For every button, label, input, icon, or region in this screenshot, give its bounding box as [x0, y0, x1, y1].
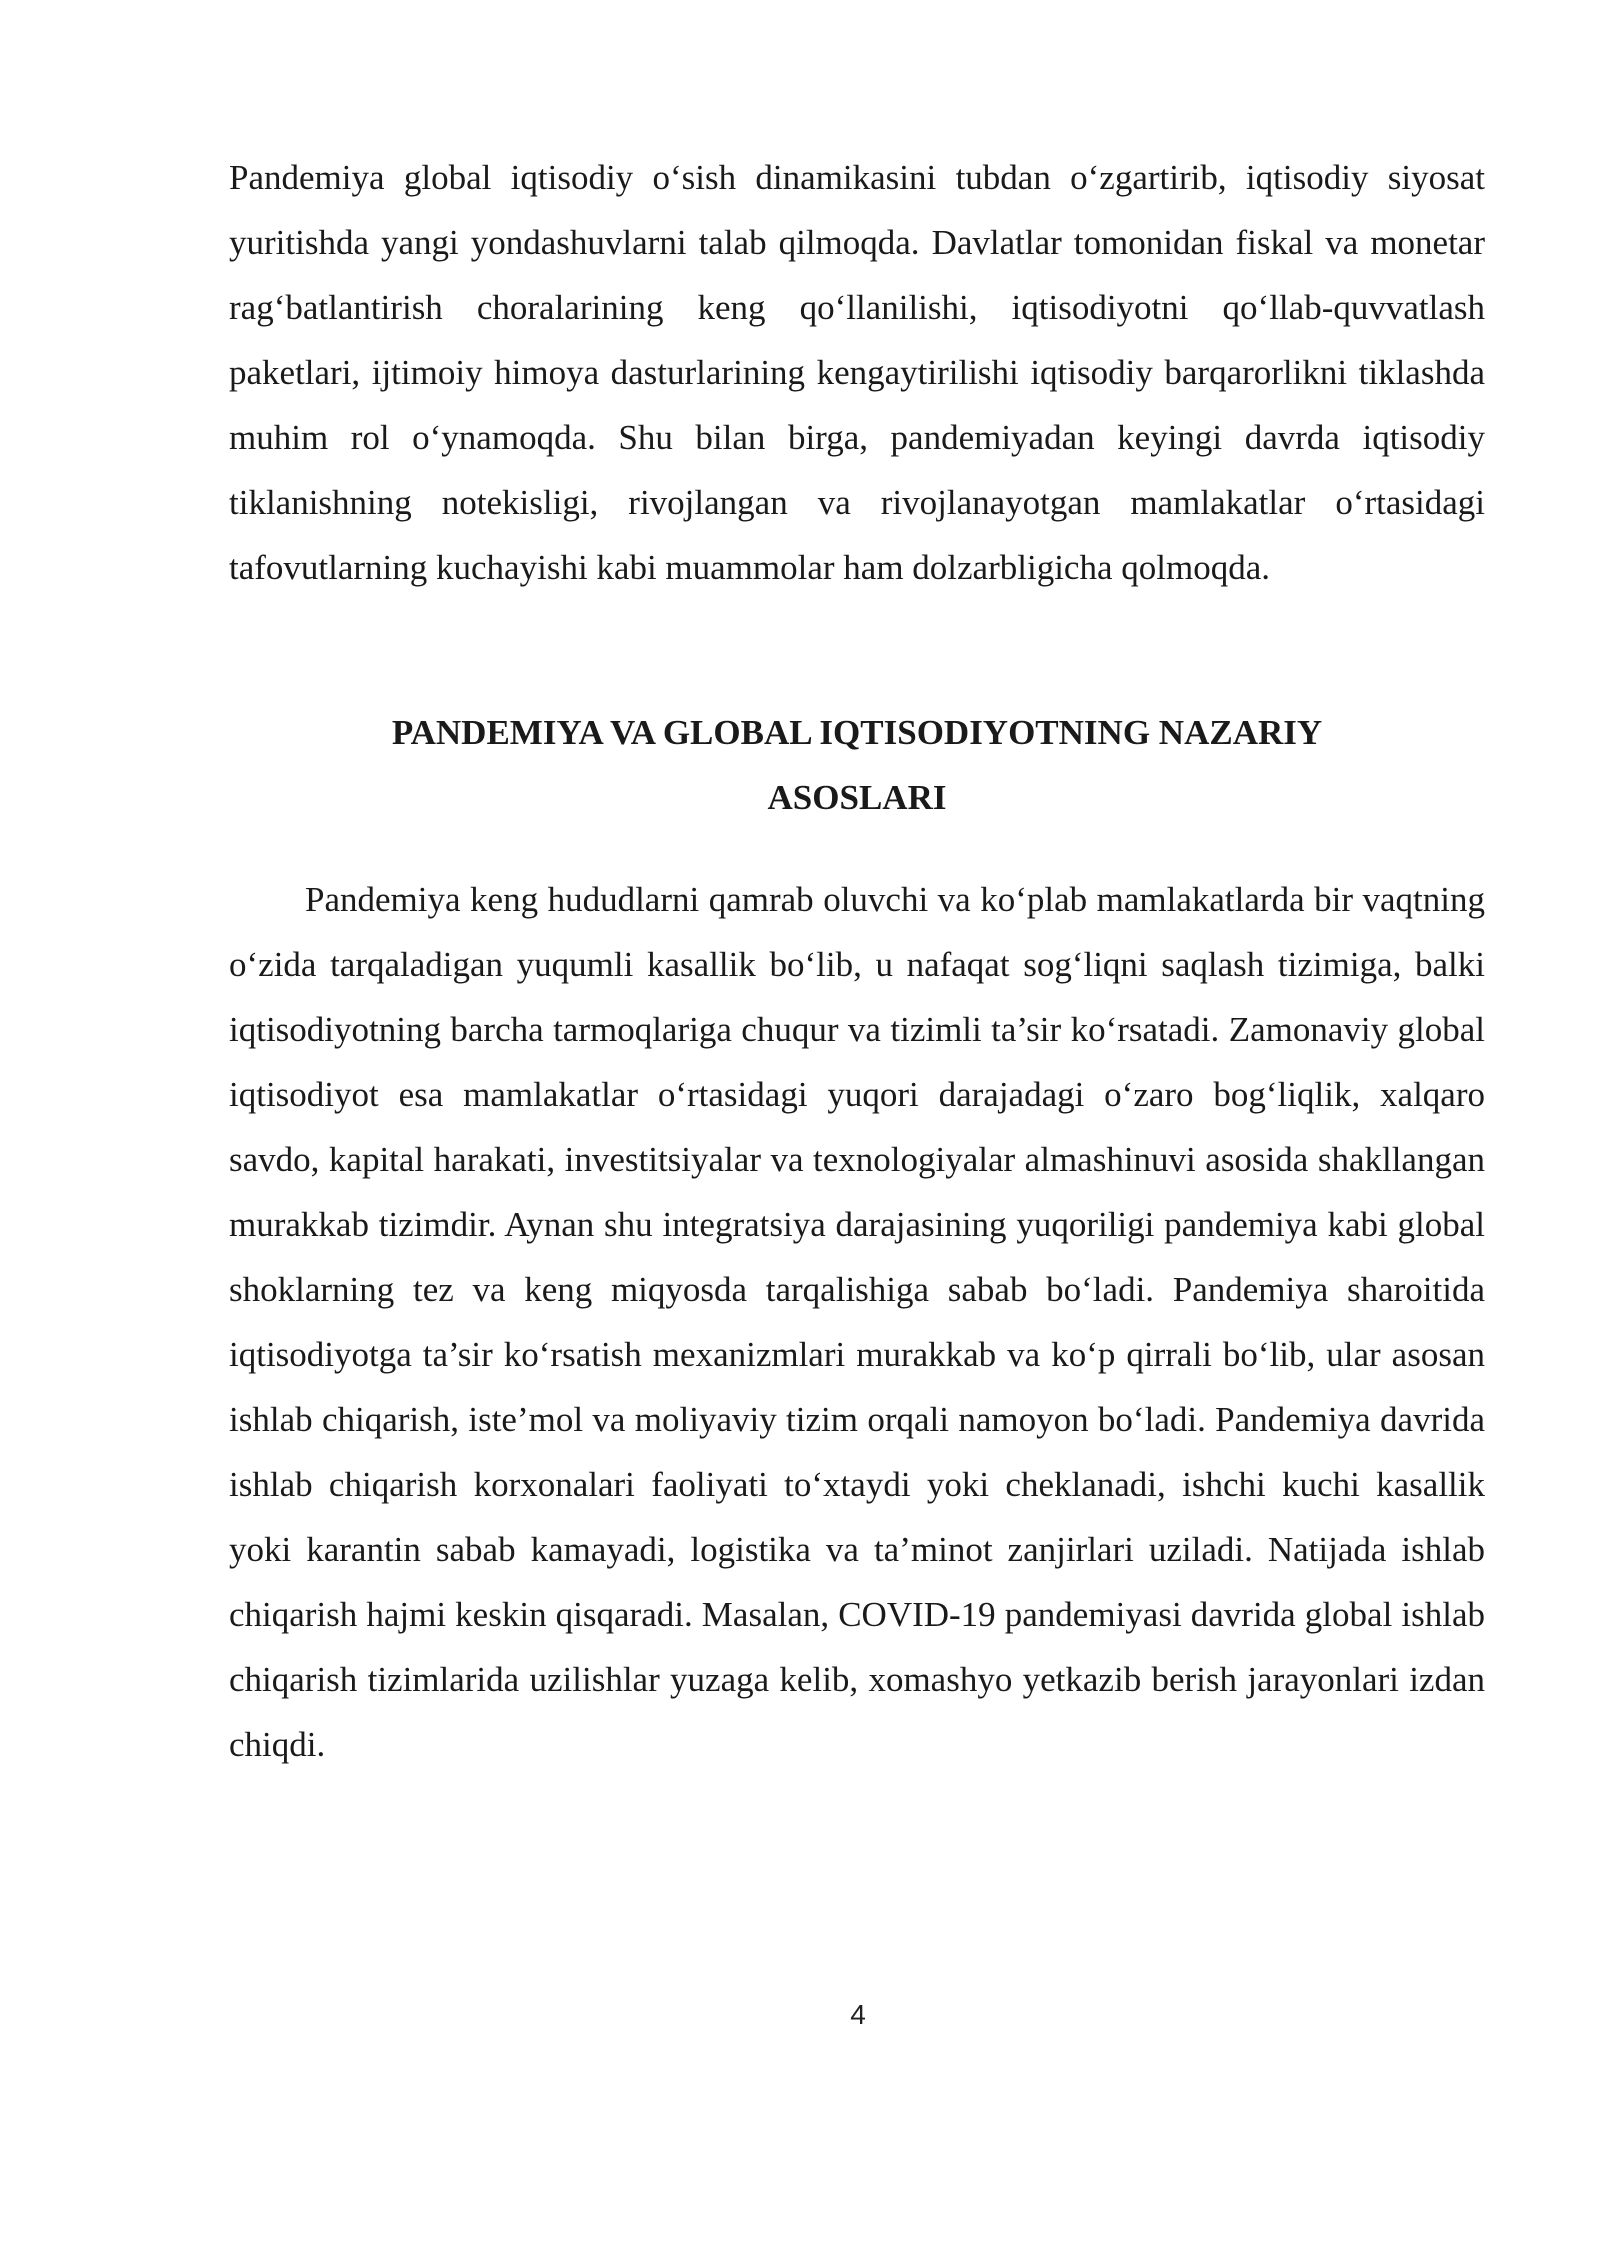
page-number: 4: [850, 1999, 866, 2030]
section-heading-line-2: ASOSLARI: [767, 778, 947, 817]
section-heading: [229, 700, 1485, 830]
intro-paragraph: Pandemiya global iqtisodiy o‘sish dinamikasini tubdan o‘zgartirib, iqtisodiy siyosat yuritishda yangi yondashuvlarni talab qilmoqda. Davlatlar tomonidan fiskal va monetar rag‘batlantirish choralarining keng qo‘llanilishi, iqtisodiyotni qo‘llab-quvvatlash paketlari, ijtimoiy himoya dasturlarining kengaytirilishi iqtisodiy barqarorlikni tiklashda muhim rol o‘ynamoqda. Shu bilan birga, pandemiyadan keyingi davrda iqtisodiy tiklanishning notekisligi, rivojlangan va rivojlanayotgan mamlakatlar o‘rtasidagi tafovutlarning kuchayishi kabi muammolar ham dolzarbligicha qolmoqda.: [229, 158, 1485, 587]
body-paragraph: Pandemiya keng hududlarni qamrab oluvchi va ko‘plab mamlakatlarda bir vaqtning o‘zida tarqaladigan yuqumli kasallik bo‘lib, u nafaqat sog‘liqni saqlash tizimiga, balki iqtisodiyotning barcha tarmoqlariga chuqur va tizimli ta’sir ko‘rsatadi. Zamonaviy global iqtisodiyot esa mamlakatlar o‘rtasidagi yuqori darajadagi o‘zaro bog‘liqlik, xalqaro savdo, kapital harakati, investitsiyalar va texnologiyalar almashinuvi asosida shakllangan murakkab tizimdir. Aynan shu integratsiya darajasining yuqoriligi pandemiya kabi global shoklarning tez va keng miqyosda tarqalishiga sabab bo‘ladi. Pandemiya sharoitida iqtisodiyotga ta’sir ko‘rsatish mexanizmlari murakkab va ko‘p qirrali bo‘lib, ular asosan ishlab chiqarish, iste’mol va moliyaviy tizim orqali namoyon bo‘ladi. Pandemiya davrida ishlab chiqarish korxonalari faoliyati to‘xtaydi yoki cheklanadi, ishchi kuchi kasallik yoki karantin sabab kamayadi, logistika va ta’minot zanjirlari uziladi. Natijada ishlab chiqarish hajmi keskin qisqaradi. Masalan, COVID-19 pandemiyasi davrida global ishlab chiqarish tizimlarida uzilishlar yuzaga kelib, xomashyo yetkazib berish jarayonlari izdan chiqdi.: [229, 880, 1485, 1764]
section-heading-line-1: PANDEMIYA VA GLOBAL IQTISODIYOTNING NAZARIY: [391, 713, 1323, 752]
